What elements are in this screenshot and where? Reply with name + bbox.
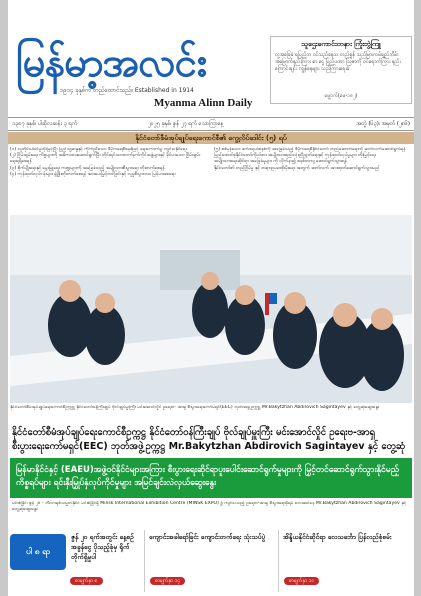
article-body: မင်းစ်ခြိုင်၊ ဇွန် ၂၆ - ဘီလာရုစ်သမ္မတနိုင်ငံ မင်းစ်ခြိုင်ရှိ Minsk International Exhibition Centre (MINSK EXPO) ၌ ကျင်းပသည့် ဥရေးဗ-အာရှ စီးပွားရေးဖိုရမ် ဘေးဆင်နေ Mr.Bakytzhan Abdirovich Sagintayev နှင့် တွေ့ဆုံဆွေးနွေး — [12, 501, 407, 512]
objectives-heading: နိုင်ငံတော်စီမံအုပ်ချုပ်ရေးကောင်စီ၏ ကွေ့လိပ်ဒေါင်း (၅) ရပ် — [8, 132, 414, 144]
date-gregorian: ၂၀၂၅ ခုနှစ်၊ ဇွန် ၂၇ ရက် သောကြာနေ့ — [148, 121, 224, 127]
objective-item: ပြည်ထောင်စုနိုင်ငံတော်ကိုယ်စား အမျိုးသားစည်းလုံးညီညွတ်ရေးနှင့် ကုန်ထုတ်လုပ်မှုများ တိုးမြှင့်ရေး — [214, 153, 376, 159]
objective-item: (၂) ငြိမ်းချမ်းရေး ကိစ္စများကို အဓိကထားဆောင်ရွက်ပြီး တိုင်းရင်းသားလက်နက်ကိုင်အဖွဲ့များနှင့် ခိုင်မာသော ငြိမ်းချမ်းရေးရရှိစေရန် — [10, 153, 201, 165]
objective-item: (၅) စစ်မှန်သော ဖက်ဒရယ်စနစ်ကို အခြေခံသည့် ဒီမိုကရေစီနိုင်ငံတော် တည်ဆောက်ရေးကို ဆက်လက်ဆောင်ရွက်ရန် — [214, 147, 406, 152]
main-headline: နိုင်ငံတော်စီမံအုပ်ချုပ်ရေးကောင်စီဥက္ကဋ္ဌ နိုင်ငံတော်ဝန်ကြီးချုပ် ဗိုလ်ချုပ်မှူးကြီး မင်းအောင်လှိုင် ဥရေးဗ-အာရှ စီးပွားရေးကော်မရှင်(EEC) ဘုတ်အဖွဲ့ဥက္ကဋ္ဌ Mr.Bakytzhan Abdirovich Sagintayev နှင့် တွေ့ဆုံ — [12, 427, 405, 452]
footer-title: ကျောင်းအခါရော်ခြင်း ကျောင်းတက်ရေး သုံးသပ်ပွဲ — [149, 533, 266, 541]
footer-teaser-3[interactable] — [280, 530, 414, 592]
date-myanmar: ၁၃၈၇ ခုနှစ်၊ ပါဆိုလဆန်း ၃ ရက် — [12, 121, 78, 127]
established-line: ၁၉၁၄ ခုနှစ်က တည်ထောင်သည်။ Established in 1914 — [60, 87, 194, 94]
objective-item: (၃) စိုက်ပျိုးရေးနှင့် မွေးမြူရေး ကဏ္ဍများကို အခြေခံသည့် အမျိုးသားစီးပွားရေး တိုးတက်စေရန် — [10, 165, 165, 171]
masthead-logo: မြန်မာ့အလင်း — [16, 40, 207, 86]
footer-page-pill: စာမျက်နှာ ၈ — [70, 577, 103, 585]
top-box-body: လူ့အခြေခံ ရပြည်ဘ ဝင်သည်နေသ တည်စွန် သည်မြားကမ်ချည်ဘိမ်း အမြောက်နည်းကြား စာ ငွေ ပြည်ပဏာ သြဇာကို ဝင်ရောက်ကြား နည်းကြောင်းချင်း ကျွန်နေများ သည်ကြားရေးခံ — [275, 52, 401, 72]
top-quote-box — [270, 36, 412, 104]
meeting-photo-illustration — [10, 215, 412, 403]
footer-page-pill: စာမျက်နှာ ၁၀ — [284, 577, 319, 585]
objective-item: (၄) ကုန်ထုတ်လုပ်ငန်းများ ဖွံ့ဖြိုးတိုးတက်စေရန် အားပေးမြှင့်တင်ခြင်းနှင့် လူမှုစီးပွားဘဝ မြင့်မားစေရေး — [10, 171, 176, 177]
issue-number: အတွဲ (၆၃)၊ အမှတ် (၂၈၆) — [356, 121, 410, 127]
masthead — [8, 0, 414, 116]
footer-title: အိန္ဒိယနိုင်ငံဆိုင်ရာ လေသင်္ဘော ပြန်လည်စုံစမ်း — [283, 533, 392, 541]
objective-item: အမျိုးသားရေးဆိုင်ရာ အခြေခံမူများ ကို လိုက်နာ၍ စနစ်တကျ ဆောင်ရွက်သွားရန် — [214, 159, 347, 165]
objectives-right — [214, 147, 410, 213]
objective-item: နိုင်ငံတော်၏ တည်ငြိမ်မှု နှင့် တရားဥပဒေစိုးမိုးရေး အတွက် ဆက်လက် အားထုတ်ဆောင်ရွက်သွားမည် — [214, 165, 380, 171]
paper-name-en: Myanma Alinn Daily — [154, 97, 253, 109]
footer-teaser-1[interactable] — [8, 530, 145, 592]
objectives-left — [10, 147, 206, 213]
meeting-photo — [10, 215, 412, 403]
photo-caption: နိုင်ငံတော်စီမံအုပ်ချုပ်ရေးကောင်စီဥက္ကဋ္ဌ နိုင်ငံတော်ဝန်ကြီးချုပ် ဗိုလ်ချုပ်မှူးကြီး မင်းအောင်လှိုင် ဥရေးဗ- အာရှ စီးပွားရေးကော်မရှင်(EEC) ဘုတ်အဖွဲ့ဥက္ကဋ္ဌ Mr.Bakytzhan Abdirovich Sagintayev နှင့် တွေ့ဆုံဆွေးနွေး — [10, 405, 379, 410]
footer-badge: ပါ ၈ ရာ — [10, 534, 66, 570]
dateline — [8, 117, 414, 131]
objective-item: (၁) လူတိုင်းပါဝင်မှုတိုးမြင့်ပြီး ပြည်သူ့ဆန္ဒနှင့် ကိုက်ညီသော ဒီမိုကရေစီစနစ်ဖြင့် ရေးကောက်ပွဲ ကျင်းပနိုင်ရေး — [10, 147, 187, 152]
top-box-source: မွေ့ဝက်(မေ-၁၈၂) — [324, 93, 358, 99]
footer-page-pill: စာမျက်နှာ ၁၄ — [150, 577, 185, 585]
footer-teasers — [8, 530, 414, 596]
green-highlight-band: မြန်မာနိုင်ငံနှင့် (EAEU)အဖွဲ့ဝင်နိုင်ငံများအကြား စီးပွားရေးဆိုင်ရာပူးပေါင်းဆောင်ရွက်မှုများကို မြှင့်တင်ဆောင်ရွက်သွားနိုင်မည့်ကိစ္စရပ်များ ရင်းနှီးမြှုပ်နှံလုပ်ကိုင်မှုများ အမြင်ချင်းလဲလှယ်ဆွေးနွေး — [10, 458, 412, 498]
footer-teaser-2[interactable] — [146, 530, 279, 592]
top-box-heading: သူဌေးကောင်းတနား ကြုံးဘွဲ့ကြူ — [301, 40, 381, 48]
objectives-columns — [10, 147, 412, 213]
newspaper-page — [8, 0, 414, 596]
footer-title: ဇွန် ၂၀ ရက်အတွင်း နေ့စဉ်အခွန်ငွေ ပိုသည့်ခုံမှ ရိုက်တိုက်ရှိမှုပါ — [71, 533, 134, 561]
